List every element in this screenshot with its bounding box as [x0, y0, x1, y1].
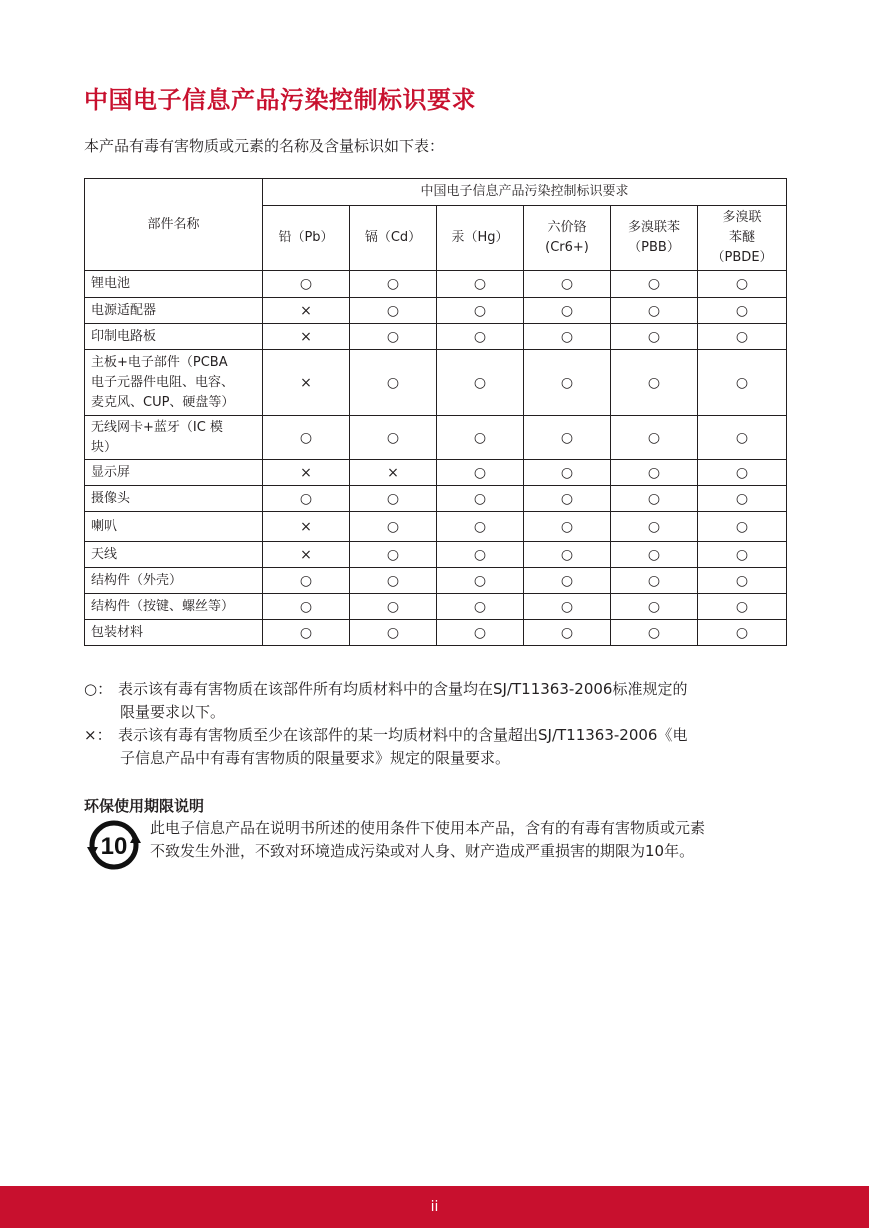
substance-status-cell: ○: [524, 271, 611, 298]
substance-status-cell: ○: [698, 460, 787, 486]
component-name-cell: [85, 620, 263, 646]
table-row: [85, 416, 787, 460]
substance-status-cell: ×: [263, 512, 350, 542]
substance-status-cell: ○: [611, 350, 698, 416]
substance-status-cell: ○: [350, 568, 437, 594]
substance-status-cell: ×: [263, 542, 350, 568]
table-row: [85, 350, 787, 416]
circle-note-line2: 限量要求以下。: [120, 703, 226, 721]
substance-status-cell: ○: [263, 568, 350, 594]
substance-status-cell: ○: [437, 568, 524, 594]
substance-header: [524, 206, 611, 271]
substance-status-cell: ○: [698, 416, 787, 460]
substance-status-cell: ○: [524, 460, 611, 486]
table-row: [85, 568, 787, 594]
substance-header: [350, 206, 437, 271]
substance-status-cell: ○: [437, 416, 524, 460]
substance-status-cell: ○: [350, 298, 437, 324]
component-name-cell: [85, 542, 263, 568]
substance-header-line: 铅（Pb）: [278, 230, 334, 245]
component-name-line: 锂电池: [91, 276, 131, 291]
component-name-line: 印制电路板: [91, 328, 157, 344]
table-row: [85, 620, 787, 646]
substance-status-cell: ○: [524, 324, 611, 350]
component-name-cell: [85, 416, 263, 460]
substance-status-cell: ○: [350, 350, 437, 416]
component-name-line: 块）: [91, 439, 118, 455]
component-name-cell: [85, 460, 263, 486]
substance-status-cell: ○: [698, 620, 787, 646]
substance-status-cell: ○: [611, 298, 698, 324]
circle-note-mark: ○：: [84, 680, 113, 698]
substance-status-cell: ○: [350, 416, 437, 460]
substance-status-cell: ○: [524, 350, 611, 416]
component-name-line: 喇叭: [91, 518, 118, 534]
substance-status-cell: ○: [350, 542, 437, 568]
component-name-line: 包装材料: [91, 624, 144, 640]
substance-header-line: (Cr6+): [545, 240, 589, 255]
substance-status-cell: ×: [263, 298, 350, 324]
substance-status-cell: ○: [524, 298, 611, 324]
table-row: [85, 512, 787, 542]
component-name-cell: [85, 350, 263, 416]
component-name-line: 结构件（按键、螺丝等）: [91, 598, 235, 614]
environment-text-line1: 此电子信息产品在说明书所述的使用条件下使用本产品，含有的有毒有害物质或元素: [150, 819, 706, 837]
component-name-line: 无线网卡+蓝牙（IC 模: [91, 419, 223, 435]
table-row: [85, 594, 787, 620]
table-row: [85, 324, 787, 350]
substance-header-line: 苯醚: [729, 230, 756, 245]
substance-header-line: （PBDE）: [711, 250, 773, 265]
substance-status-cell: ○: [698, 350, 787, 416]
substance-header: [437, 206, 524, 271]
table-row: [85, 298, 787, 324]
substance-status-cell: ○: [524, 416, 611, 460]
substance-status-cell: ○: [437, 486, 524, 512]
component-name-line: 电源适配器: [91, 302, 157, 318]
environment-text-line2: 不致发生外泄，不致对环境造成污染或对人身、财产造成严重损害的期限为10年。: [150, 842, 695, 860]
substance-status-cell: ○: [524, 542, 611, 568]
cross-note-line1: 表示该有毒有害物质至少在该部件的某一均质材料中的含量超出SJ/T11363-2006《电: [118, 726, 688, 744]
component-name-line: 天线: [91, 546, 118, 562]
page-title: 中国电子信息产品污染控制标识要求: [84, 86, 476, 114]
substance-status-cell: ○: [611, 594, 698, 620]
substance-status-cell: ○: [437, 542, 524, 568]
substance-status-cell: ○: [611, 568, 698, 594]
cross-note: [84, 724, 687, 770]
substance-status-cell: ○: [437, 271, 524, 298]
page-number: ii: [430, 1199, 439, 1215]
substance-status-cell: ○: [263, 416, 350, 460]
substance-status-cell: ○: [350, 594, 437, 620]
substance-status-cell: ○: [698, 486, 787, 512]
component-name-line: 主板+电子部件（PCBA: [91, 354, 228, 370]
substance-status-cell: ×: [263, 350, 350, 416]
substance-status-cell: ○: [437, 298, 524, 324]
component-name-header: 部件名称: [85, 179, 263, 271]
table-row: [85, 460, 787, 486]
substance-status-cell: ×: [263, 460, 350, 486]
substance-header: [263, 206, 350, 271]
environment-section-title: 环保使用期限说明: [84, 797, 205, 815]
substance-status-cell: ○: [437, 620, 524, 646]
component-name-cell: [85, 594, 263, 620]
substance-header-line: 多溴联: [722, 210, 762, 225]
cross-note-line2: 子信息产品中有毒有害物质的限量要求》规定的限量要求。: [120, 749, 511, 767]
substance-status-cell: ○: [698, 594, 787, 620]
table-row: [85, 271, 787, 298]
substance-group-header: 中国电子信息产品污染控制标识要求: [263, 179, 787, 206]
substance-status-cell: ○: [611, 416, 698, 460]
substance-status-cell: ×: [263, 324, 350, 350]
substance-status-cell: ○: [350, 620, 437, 646]
substance-header-line: 多溴联苯: [627, 220, 680, 235]
component-name-cell: [85, 324, 263, 350]
substance-status-cell: ○: [437, 594, 524, 620]
substance-status-cell: ○: [611, 512, 698, 542]
component-name-line: 结构件（外壳）: [91, 572, 183, 588]
component-name-cell: [85, 271, 263, 298]
table-row: [85, 486, 787, 512]
substance-status-cell: ○: [350, 486, 437, 512]
component-name-cell: [85, 486, 263, 512]
substance-header-line: 汞（Hg）: [451, 230, 509, 245]
substance-status-cell: ○: [437, 460, 524, 486]
substance-header: [698, 206, 787, 271]
intro-text: 本产品有毒有害物质或元素的名称及含量标识如下表：: [84, 137, 445, 155]
substance-status-cell: ○: [350, 324, 437, 350]
substance-status-cell: ○: [698, 324, 787, 350]
table-row: [85, 542, 787, 568]
substance-header-line: 六价铬: [547, 220, 587, 235]
substance-status-cell: ○: [263, 594, 350, 620]
component-name-line: 显示屏: [91, 464, 131, 480]
substance-status-cell: ○: [611, 542, 698, 568]
component-name-line: 摄像头: [91, 490, 131, 506]
substance-status-cell: ○: [698, 271, 787, 298]
environment-description: [150, 817, 790, 863]
component-name-line: 电子元器件电阻、电容、: [91, 374, 235, 390]
substance-status-cell: ○: [698, 542, 787, 568]
substance-status-cell: ○: [263, 486, 350, 512]
substance-status-cell: ○: [698, 512, 787, 542]
circle-note-line1: 表示该有毒有害物质在该部件所有均质材料中的含量均在SJ/T11363-2006标准规定的: [118, 680, 688, 698]
substance-status-cell: ○: [611, 324, 698, 350]
component-name-cell: [85, 512, 263, 542]
substance-header-line: 镉（Cd）: [364, 230, 422, 245]
substance-status-cell: ○: [524, 620, 611, 646]
substance-status-cell: ○: [437, 324, 524, 350]
substance-status-cell: ○: [524, 594, 611, 620]
substance-status-cell: ○: [350, 512, 437, 542]
substance-status-cell: ○: [524, 486, 611, 512]
cross-note-mark: ×：: [84, 726, 112, 744]
substance-status-cell: ○: [611, 271, 698, 298]
substance-status-cell: ○: [437, 350, 524, 416]
hazardous-substance-table: [84, 178, 787, 646]
substance-status-cell: ○: [263, 271, 350, 298]
substance-status-cell: ○: [524, 568, 611, 594]
component-name-cell: [85, 298, 263, 324]
substance-status-cell: ○: [524, 512, 611, 542]
substance-status-cell: ○: [350, 271, 437, 298]
substance-status-cell: ○: [437, 512, 524, 542]
substance-status-cell: ○: [611, 486, 698, 512]
substance-status-cell: ○: [611, 460, 698, 486]
substance-status-cell: ○: [698, 568, 787, 594]
substance-status-cell: ×: [350, 460, 437, 486]
substance-header-line: （PBB）: [628, 240, 680, 255]
environmental-protection-period-logo: [86, 817, 142, 873]
page-footer: [0, 1186, 869, 1228]
substance-status-cell: ○: [611, 620, 698, 646]
component-name-line: 麦克风、CUP、硬盘等）: [91, 394, 235, 410]
substance-status-cell: ○: [263, 620, 350, 646]
substance-status-cell: ○: [698, 298, 787, 324]
logo-number: 10: [100, 833, 128, 860]
component-name-cell: [85, 568, 263, 594]
circle-note: [84, 678, 687, 724]
substance-header: [611, 206, 698, 271]
